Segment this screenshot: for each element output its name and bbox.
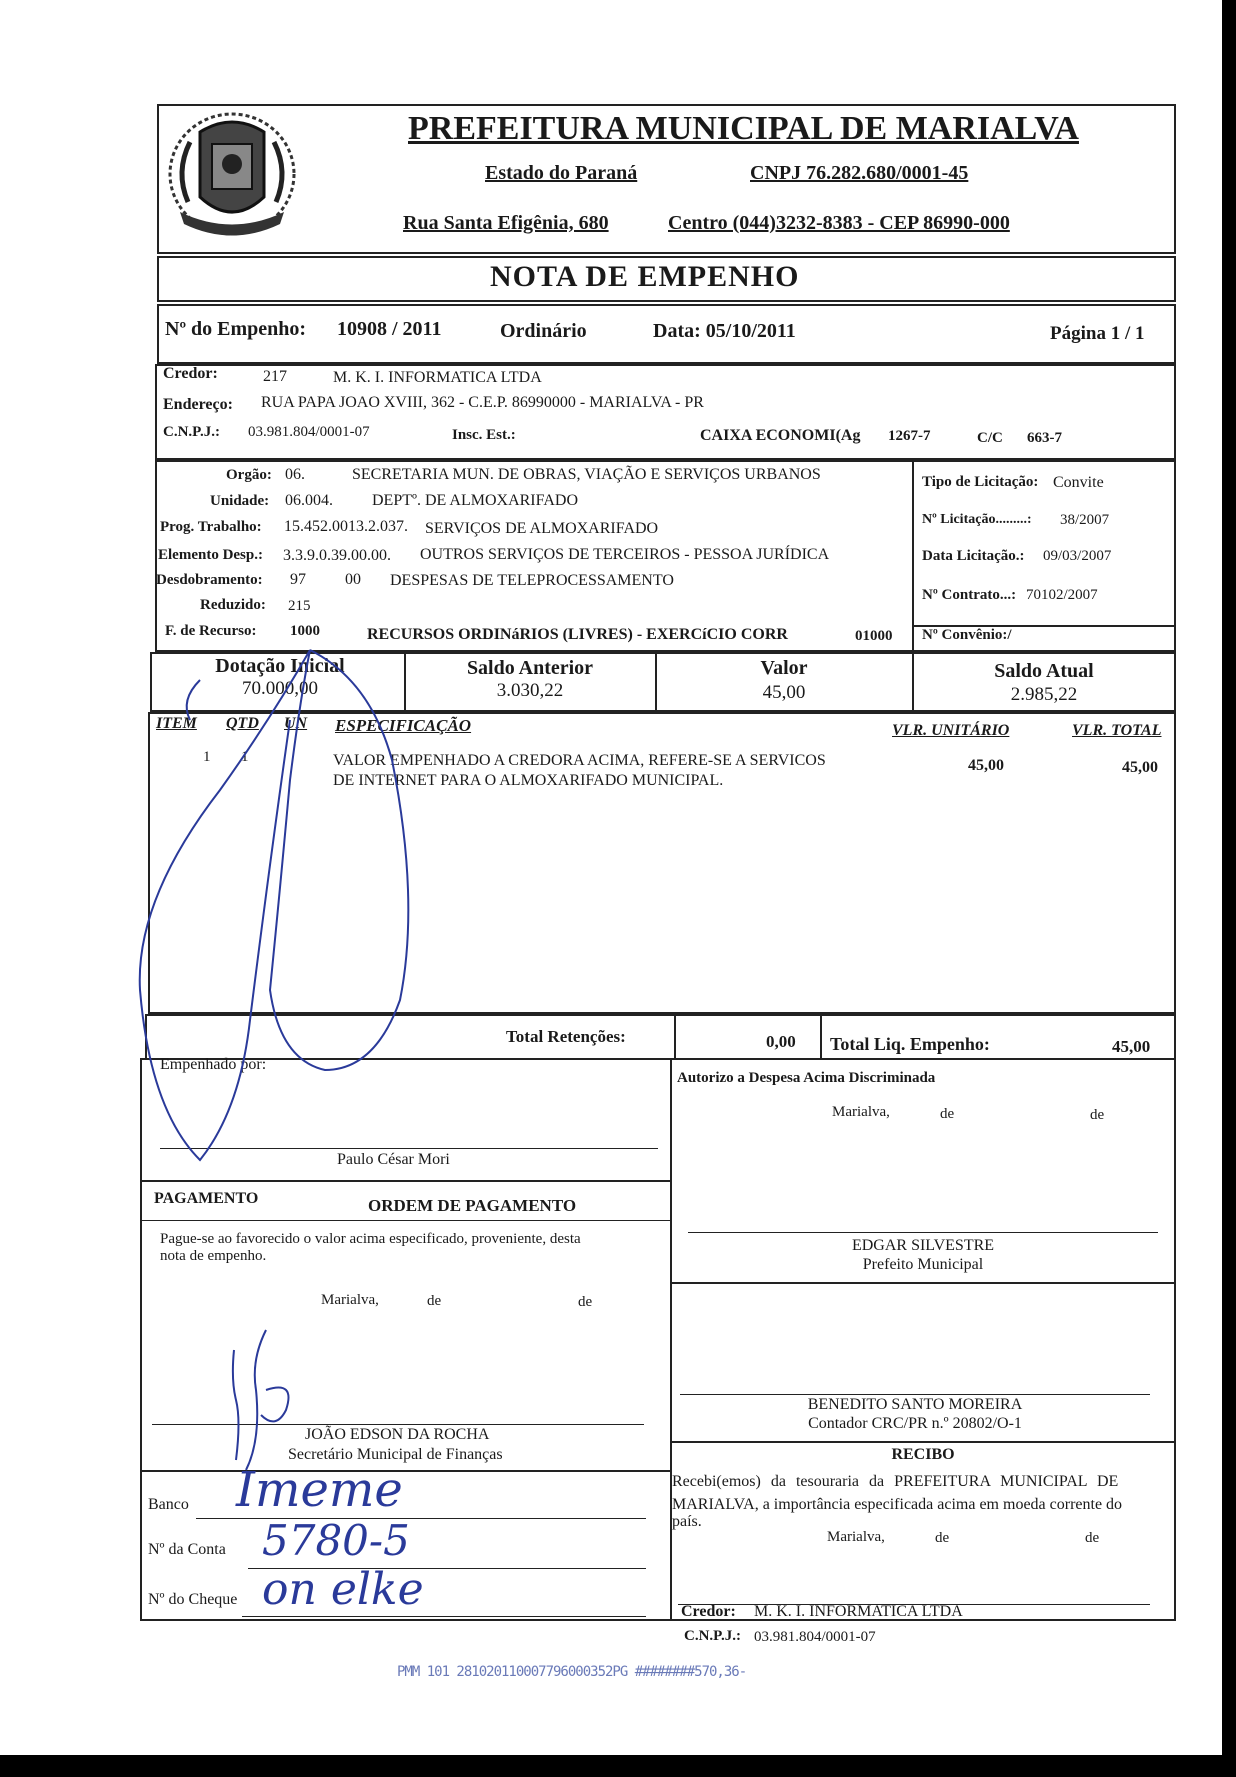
recurso-name: RECURSOS ORDINáRIOS (LIVRES) - EXERCíCIO CORR bbox=[367, 626, 788, 643]
desdobramento-label: Desdobramento: bbox=[156, 572, 263, 588]
elemento-label: Elemento Desp.: bbox=[158, 547, 263, 563]
recibo-de-1: de bbox=[935, 1530, 950, 1546]
cheque-label: Nº do Cheque bbox=[148, 1591, 238, 1608]
totals-box bbox=[145, 1014, 1176, 1060]
unidade-name: DEPTº. DE ALMOXARIFADO bbox=[372, 492, 578, 509]
credor-agency: 1267-7 bbox=[888, 428, 931, 444]
recurso-code: 1000 bbox=[290, 623, 320, 639]
empenho-type: Ordinário bbox=[500, 320, 587, 342]
footer-stamp: PMM 101 281020110007796000352PG ########570,36- bbox=[397, 1664, 747, 1680]
cc-label: C/C bbox=[977, 430, 1003, 446]
prog-name: SERVIÇOS DE ALMOXARIFADO bbox=[425, 520, 659, 537]
pagamento-city: Marialva, bbox=[321, 1292, 379, 1308]
recibo-city: Marialva, bbox=[827, 1529, 885, 1545]
recibo-title: RECIBO bbox=[891, 1446, 955, 1463]
contact-label: Centro (044)3232-8383 - CEP 86990-000 bbox=[668, 212, 1010, 234]
empenhado-name: Paulo César Mori bbox=[337, 1151, 450, 1168]
saldo-anterior-value: 3.030,22 bbox=[496, 680, 564, 701]
retencoes-value: 0,00 bbox=[766, 1032, 796, 1051]
row-qtd: 1 bbox=[241, 749, 249, 765]
saldo-atual-value: 2.985,22 bbox=[1010, 684, 1078, 705]
recibo-credor-value: M. K. I. INFORMATICA LTDA bbox=[754, 1603, 963, 1620]
recibo-de-2: de bbox=[1085, 1530, 1100, 1546]
empenhado-label: Empenhado por: bbox=[160, 1056, 267, 1073]
col-item-header: ITEM bbox=[156, 715, 197, 732]
recurso-label: F. de Recurso: bbox=[165, 623, 257, 639]
credor-address: RUA PAPA JOAO XVIII, 362 - C.E.P. 86990000 - MARIALVA - PR bbox=[261, 394, 704, 411]
recibo-cnpj-label: C.N.P.J.: bbox=[684, 1628, 741, 1644]
valor-value: 45,00 bbox=[762, 682, 806, 703]
retencoes-label: Total Retenções: bbox=[506, 1027, 626, 1046]
orgao-code: 06. bbox=[285, 466, 305, 483]
recibo-cnpj-value: 03.981.804/0001-07 bbox=[754, 1629, 876, 1645]
secretario-name: JOÃO EDSON DA ROCHA bbox=[305, 1426, 490, 1443]
page-title: PREFEITURA MUNICIPAL DE MARIALVA bbox=[408, 110, 1079, 147]
liq-label: Total Liq. Empenho: bbox=[830, 1034, 990, 1054]
autorizo-de-2: de bbox=[1090, 1107, 1105, 1123]
elemento-name: OUTROS SERVIÇOS DE TERCEIROS - PESSOA JURÍDICA bbox=[420, 546, 830, 563]
insc-label: Insc. Est.: bbox=[452, 427, 516, 443]
elemento-code: 3.3.9.0.39.00.00. bbox=[283, 547, 391, 564]
credor-cnpj: 03.981.804/0001-07 bbox=[248, 424, 370, 440]
credor-code: 217 bbox=[263, 368, 287, 385]
credor-name: M. K. I. INFORMATICA LTDA bbox=[333, 369, 542, 386]
autorizo-label: Autorizo a Despesa Acima Discriminada bbox=[677, 1070, 936, 1086]
recibo-credor-label: Credor: bbox=[681, 1603, 736, 1620]
scan-edge-bottom bbox=[0, 1755, 1236, 1777]
col-spec-header: ESPECIFICAÇÃO bbox=[335, 716, 472, 735]
address-label: Rua Santa Efigênia, 680 bbox=[403, 212, 609, 234]
empenho-number: 10908 / 2011 bbox=[337, 318, 442, 340]
desdobramento-code1: 97 bbox=[290, 571, 306, 588]
autorizo-de-1: de bbox=[940, 1106, 955, 1122]
num-licitacao-label: Nº Licitação.........: bbox=[922, 512, 1032, 527]
orgao-label: Orgão: bbox=[226, 467, 272, 483]
contrato-value: 70102/2007 bbox=[1026, 587, 1098, 603]
pagamento-text-1: Pague-se ao favorecido o valor acima especificado, proveniente, desta bbox=[160, 1231, 581, 1247]
reduzido-label: Reduzido: bbox=[200, 597, 266, 613]
contador-name: BENEDITO SANTO MOREIRA bbox=[807, 1396, 1023, 1413]
recurso-code2: 01000 bbox=[855, 628, 893, 644]
pagamento-label: PAGAMENTO bbox=[154, 1190, 259, 1207]
desdobramento-name: DESPESAS DE TELEPROCESSAMENTO bbox=[390, 572, 674, 589]
state-label: Estado do Paraná bbox=[485, 162, 638, 184]
ordem-pagamento-title: ORDEM DE PAGAMENTO bbox=[368, 1196, 577, 1215]
unidade-label: Unidade: bbox=[210, 493, 270, 509]
credor-cc: 663-7 bbox=[1027, 430, 1062, 446]
secretario-title: Secretário Municipal de Finanças bbox=[288, 1446, 503, 1463]
address-field-label: Endereço: bbox=[163, 396, 233, 413]
row-item: 1 bbox=[203, 749, 211, 765]
contrato-label: Nº Contrato...: bbox=[922, 587, 1017, 603]
row-spec-line2: DE INTERNET PARA O ALMOXARIFADO MUNICIPAL. bbox=[333, 772, 724, 789]
col-total-header: VLR. TOTAL bbox=[1072, 722, 1162, 739]
cnpj-label: CNPJ 76.282.680/0001-45 bbox=[750, 162, 969, 184]
dotacao-value: 70.000,00 bbox=[242, 678, 318, 699]
pagamento-de-1: de bbox=[427, 1293, 442, 1309]
convenio-label: Nº Convênio:/ bbox=[922, 627, 1012, 643]
prog-code: 15.452.0013.2.037. bbox=[284, 518, 408, 535]
desdobramento-code2: 00 bbox=[345, 571, 361, 588]
reduzido-value: 215 bbox=[288, 598, 311, 614]
cnpj-field-label: C.N.P.J.: bbox=[163, 424, 220, 440]
doc-title: NOTA DE EMPENHO bbox=[490, 260, 800, 293]
data-licitacao-label: Data Licitação.: bbox=[922, 548, 1025, 564]
conta-label: Nº da Conta bbox=[148, 1541, 226, 1558]
banco-label: Banco bbox=[148, 1496, 189, 1513]
dotacao-label: Dotação Inicial bbox=[215, 655, 345, 677]
num-licitacao-value: 38/2007 bbox=[1060, 512, 1110, 528]
saldo-atual-label: Saldo Atual bbox=[994, 660, 1094, 682]
empenho-date: Data: 05/10/2011 bbox=[653, 320, 796, 342]
saldo-anterior-label: Saldo Anterior bbox=[466, 657, 594, 679]
scan-edge-right bbox=[1222, 0, 1236, 1777]
data-licitacao-value: 09/03/2007 bbox=[1043, 548, 1112, 564]
tipo-licitacao-value: Convite bbox=[1053, 474, 1104, 491]
credor-bank: CAIXA ECONOMI(Ag bbox=[700, 427, 861, 444]
row-unit-value: 45,00 bbox=[968, 757, 1004, 774]
tipo-licitacao-label: Tipo de Licitação: bbox=[922, 474, 1039, 490]
autorizo-city: Marialva, bbox=[832, 1104, 890, 1120]
pagamento-text-2: nota de empenho. bbox=[160, 1248, 267, 1264]
unidade-code: 06.004. bbox=[285, 492, 333, 509]
credor-label: Credor: bbox=[163, 365, 218, 382]
col-un-header: UN bbox=[284, 715, 308, 732]
recibo-text-1: Recebi(emos) da tesouraria da PREFEITURA MUNICIPAL DE bbox=[672, 1473, 1119, 1490]
coat-of-arms-logo bbox=[160, 102, 305, 247]
recibo-text-2: MARIALVA, a importância especificada acima em moeda corrente do bbox=[672, 1496, 1123, 1513]
conta-handwritten: 5780-5 bbox=[262, 1516, 410, 1565]
empenho-label: Nº do Empenho: bbox=[165, 318, 307, 340]
banco-handwritten: Imeme bbox=[236, 1462, 403, 1518]
col-qtd-header: QTD bbox=[226, 715, 259, 732]
recibo-text-3: país. bbox=[672, 1513, 702, 1530]
page-number: Página 1 / 1 bbox=[1050, 323, 1145, 344]
orgao-name: SECRETARIA MUN. DE OBRAS, VIAÇÃO E SERVIÇOS URBANOS bbox=[352, 466, 821, 483]
cheque-handwritten: on elke bbox=[262, 1564, 424, 1615]
credor-box bbox=[155, 364, 1176, 460]
prefeito-name: EDGAR SILVESTRE bbox=[851, 1237, 995, 1254]
pagamento-de-2: de bbox=[578, 1294, 593, 1310]
contador-title: Contador CRC/PR n.º 20802/O-1 bbox=[808, 1415, 1022, 1432]
row-total-value: 45,00 bbox=[1122, 759, 1158, 776]
valor-label: Valor bbox=[760, 657, 808, 679]
col-unit-header: VLR. UNITÁRIO bbox=[892, 722, 1010, 739]
prog-label: Prog. Trabalho: bbox=[160, 519, 262, 535]
prefeito-title: Prefeito Municipal bbox=[862, 1256, 984, 1273]
liq-value: 45,00 bbox=[1112, 1037, 1151, 1056]
row-spec-line1: VALOR EMPENHADO A CREDORA ACIMA, REFERE-SE A SERVICOS bbox=[333, 752, 826, 769]
